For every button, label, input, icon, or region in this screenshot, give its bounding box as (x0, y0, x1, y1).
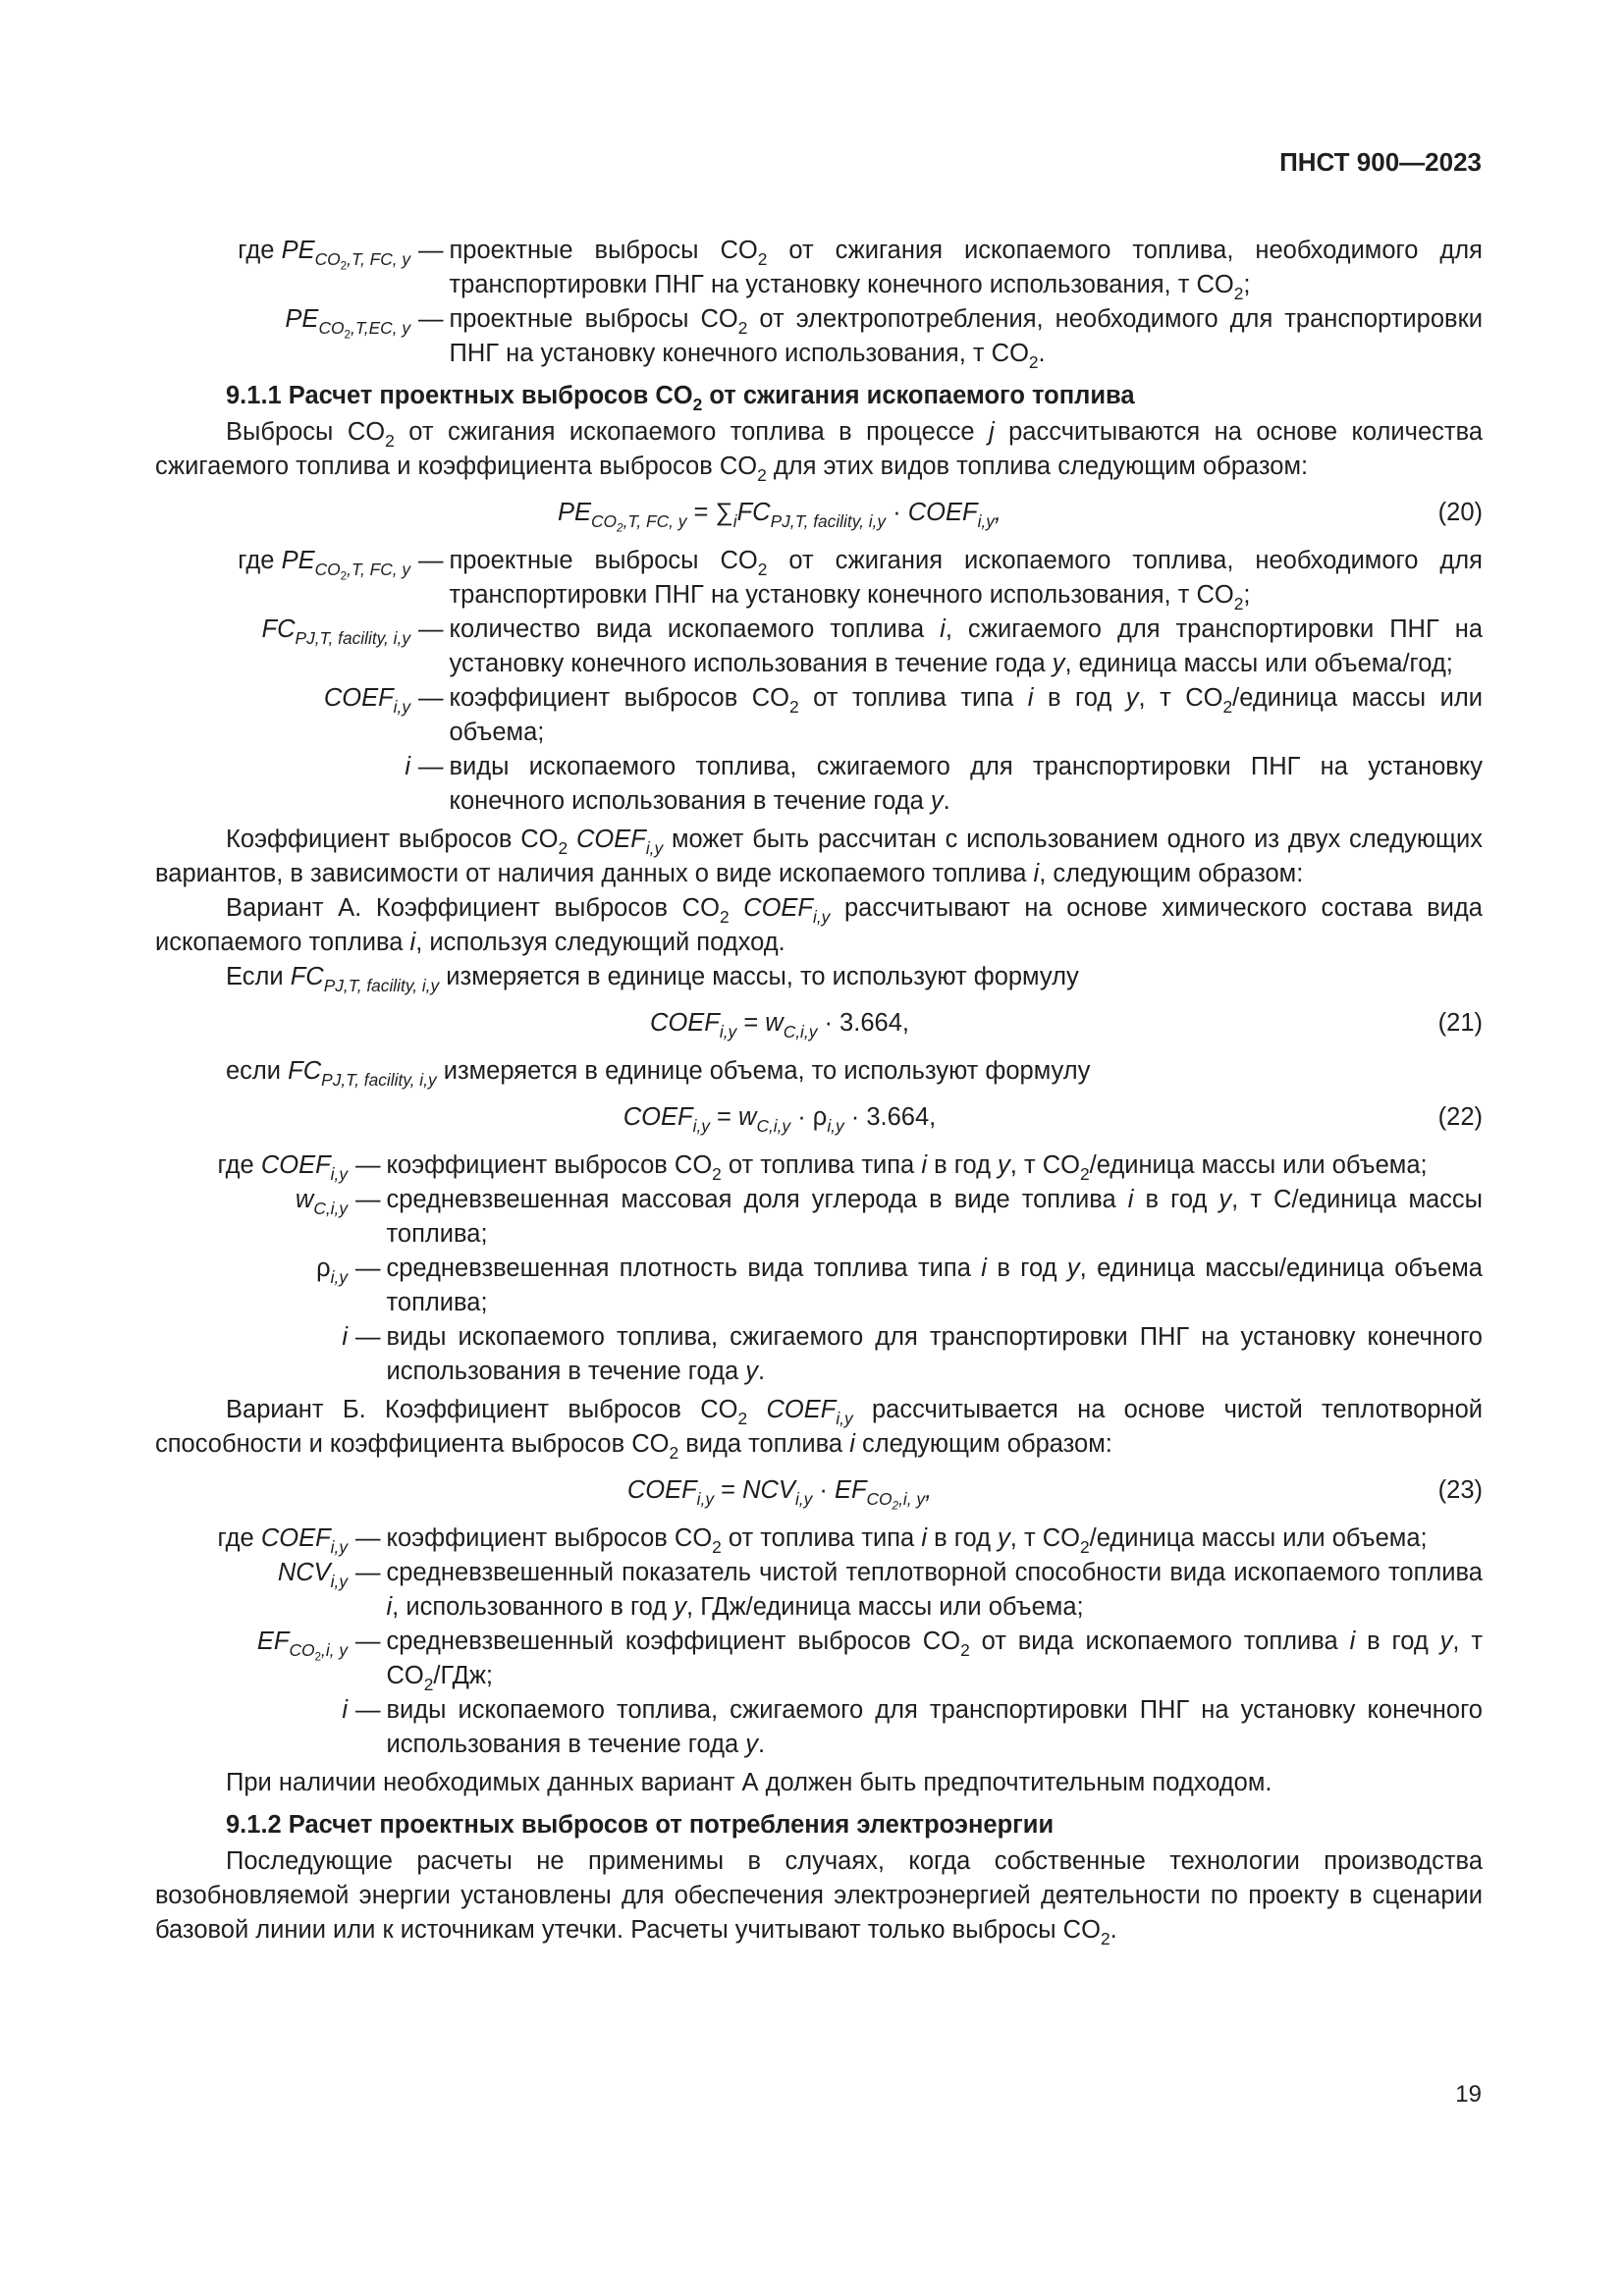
page-number: 19 (1455, 2081, 1482, 2108)
paragraph-coef-intro: Коэффициент выбросов $CO_2$ $COEF_{i,y}$ может быть рассчитан с использованием одного из двух следующих вариантов, в зависимости от наличия данных о виде ископаемого топлива i, следующим образом: (155, 826, 1483, 887)
definition-term: где $COEF_{i,y}$ (217, 1151, 348, 1184)
equation-number: (23) (1437, 1476, 1483, 1504)
definition-text: проектные выбросы $CO_2$ от электропотребления, необходимого для транспортировки ПНГ на установку конечного использования, т $CO_2$. (449, 305, 1483, 372)
definition-term: $PE_{CO_2,T,EC, y}$ (285, 305, 410, 342)
definitions-top (155, 234, 1483, 371)
definition-dash: — (418, 615, 444, 643)
definition-dash: — (355, 1524, 381, 1552)
section-heading-9-1-2: 9.1.2 Расчет проектных выбросов от потребления электроэнергии (226, 1811, 1055, 1839)
definition-term: где $PE_{CO_2,T, FC, y}$ (238, 547, 410, 583)
definitions-eq22 (155, 1148, 1483, 1389)
definition-dash: — (355, 1696, 381, 1724)
definition-item (155, 1556, 1483, 1625)
definition-text: проектные выбросы $CO_2$ от сжигания ископаемого топлива, необходимого для транспортировки ПНГ на установку конечного использования, т $CO_2$; (449, 547, 1483, 614)
definition-item (155, 750, 1483, 819)
definition-item (155, 544, 1483, 613)
definition-term: $\rho_{i,y}$ (316, 1255, 348, 1287)
equation-number: (20) (1437, 499, 1483, 526)
definition-term: $w_{C,i,y}$ (295, 1186, 348, 1218)
definition-dash: — (418, 237, 444, 264)
definition-item (155, 1320, 1483, 1389)
definition-dash: — (355, 1255, 381, 1282)
equation-number: (22) (1437, 1103, 1483, 1131)
definition-dash: — (355, 1628, 381, 1655)
definition-text: коэффициент выбросов $CO_2$ от топлива типа i в год y, т $CO_2$/единица массы или объема; (386, 1524, 1428, 1557)
definition-term: i (342, 1696, 348, 1724)
definition-term: где $PE_{CO_2,T, FC, y}$ (238, 237, 410, 273)
definition-term: i (342, 1323, 348, 1351)
paragraph-variant-a: Вариант А. Коэффициент выбросов $CO_2$ $COEF_{i,y}$ рассчитывают на основе химического состава вида ископаемого топлива i, используя следующий подход. (155, 894, 1483, 956)
equation-formula: $COEF_{i,y} = w_{C,i,y} \cdot \rho_{i,y} \cdot 3.664$, (623, 1103, 937, 1136)
paragraph-volume-case: если $FC_{PJ,T, facility, i,y}$ измеряется в единице объема, то используют формулу (226, 1057, 1091, 1090)
definition-item (155, 613, 1483, 681)
paragraph-preference: При наличии необходимых данных вариант А должен быть предпочтительным подходом. (226, 1769, 1272, 1796)
definition-text: средневзвешенный показатель чистой теплотворной способности вида ископаемого топлива i, использованного в год y, ГДж/единица массы или объема; (386, 1559, 1483, 1621)
equation-23 (155, 1473, 1483, 1513)
definition-term: $FC_{PJ,T, facility, i,y}$ (261, 615, 410, 648)
paragraph-mass-case: Если $FC_{PJ,T, facility, i,y}$ измеряется в единице массы, то используют формулу (226, 963, 1079, 995)
definition-text: виды ископаемого топлива, сжигаемого для транспортировки ПНГ на установку конечного использования в течение года y. (386, 1323, 1483, 1385)
definition-dash: — (418, 684, 444, 712)
equation-formula: $PE_{CO_2,T, FC, y} = \sum_iFC_{PJ,T, facility, i,y}$ · $COEF_{i,y}$, (558, 499, 1001, 535)
definition-term: i (405, 753, 410, 780)
definitions-eq20 (155, 544, 1483, 819)
definition-text: виды ископаемого топлива, сжигаемого для транспортировки ПНГ на установку конечного использования в течение года y. (449, 753, 1483, 815)
definition-text: средневзвешенная массовая доля углерода в виде топлива i в год y, т С/единица массы топлива; (386, 1186, 1483, 1248)
definition-term: где $COEF_{i,y}$ (217, 1524, 348, 1557)
definition-dash: — (418, 305, 444, 333)
equation-formula: $COEF_{i,y} = w_{C,i,y} \cdot 3.664$, (650, 1009, 909, 1041)
page-content (155, 228, 1483, 1948)
equation-formula: $COEF_{i,y} = NCV_{i,y} \cdot EF_{CO_2,i, y}$, (626, 1476, 933, 1513)
definition-text: средневзвешенный коэффициент выбросов $CO_2$ от вида ископаемого топлива i в год y, т $CO_2$/ГДж; (386, 1628, 1484, 1694)
definition-item (155, 302, 1483, 371)
definition-dash: — (418, 547, 444, 574)
definition-text: коэффициент выбросов $CO_2$ от топлива типа i в год y, т $CO_2$/единица массы или объема; (386, 1151, 1428, 1184)
paragraph-electricity: Последующие расчеты не применимы в случаях, когда собственные технологии производства возобновляемой энергии установлены для обеспечения электроэнергией деятельности по проекту в сценарии базовой линии или к источникам утечки. Расчеты учитывают только выбросы $CO_2$. (155, 1847, 1483, 1949)
definition-text: проектные выбросы $CO_2$ от сжигания ископаемого топлива, необходимого для транспортировки ПНГ на установку конечного использования, т $CO_2$; (449, 237, 1483, 303)
definition-term: $NCV_{i,y}$ (277, 1559, 348, 1591)
equation-22 (155, 1100, 1483, 1135)
definition-item (155, 1522, 1483, 1556)
definition-item (155, 1148, 1483, 1183)
definition-dash: — (355, 1186, 381, 1213)
definition-dash: — (418, 753, 444, 780)
definition-item (155, 1183, 1483, 1252)
definition-dash: — (355, 1559, 381, 1586)
definition-dash: — (355, 1151, 381, 1179)
definition-text: виды ископаемого топлива, сжигаемого для транспортировки ПНГ на установку конечного использования в течение года y. (386, 1696, 1483, 1758)
equation-20 (155, 496, 1483, 535)
definitions-eq23 (155, 1522, 1483, 1762)
paragraph-variant-b: Вариант Б. Коэффициент выбросов $CO_2$ $COEF_{i,y}$ рассчитывается на основе чистой теплотворной способности и коэффициента выбросов $CO_2$ вида топлива i следующим образом: (155, 1396, 1484, 1463)
definition-item (155, 681, 1483, 750)
definition-item (155, 234, 1483, 302)
definition-text: средневзвешенная плотность вида топлива типа i в год y, единица массы/единица объема топлива; (386, 1255, 1483, 1316)
equation-number: (21) (1437, 1009, 1483, 1037)
definition-text: коэффициент выбросов $CO_2$ от топлива типа i в год y, т $CO_2$/единица массы или объема; (449, 684, 1483, 746)
definition-term: $COEF_{i,y}$ (323, 684, 410, 717)
definition-text: количество вида ископаемого топлива i, сжигаемого для транспортировки ПНГ на установку конечного использования в течение года y, единица массы или объема/год; (449, 615, 1483, 677)
definition-item (155, 1693, 1483, 1762)
definition-item (155, 1625, 1483, 1693)
definition-dash: — (355, 1323, 381, 1351)
paragraph-intro: Выбросы $CO_2$ от сжигания ископаемого топлива в процессе j рассчитываются на основе количества сжигаемого топлива и коэффициента выбросов $CO_2$ для этих видов топлива следующим образом: (155, 418, 1484, 485)
definition-item (155, 1252, 1483, 1320)
definition-term: $EF_{CO_2,i, y}$ (256, 1628, 348, 1664)
section-heading-9-1-1: 9.1.1 Расчет проектных выбросов $CO_2$ от сжигания ископаемого топлива (226, 382, 1135, 414)
equation-21 (155, 1006, 1483, 1041)
standard-code-header: ПНСТ 900—2023 (1279, 147, 1482, 177)
